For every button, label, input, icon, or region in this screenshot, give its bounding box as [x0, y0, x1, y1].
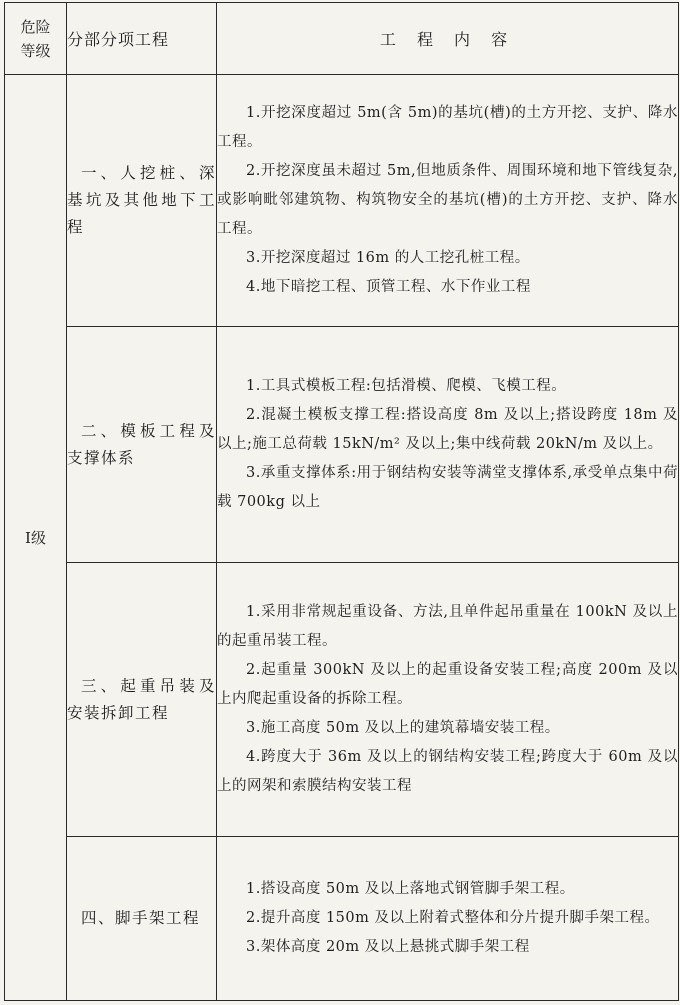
subproject-label: 四、脚手架工程 — [81, 909, 201, 927]
content-item: 2.混凝土模板支撑工程:搭设高度 8m 及以上;搭设跨度 18m 及以上;施工总荷载 15kN/m² 及以上;集中线荷载 20kN/m 及以上。 — [217, 407, 678, 452]
header-subproject: 分部分项工程 — [67, 3, 217, 75]
header-level-line2: 等级 — [20, 41, 51, 60]
subproject-label: 一、人挖桩、深基坑及其他地下工程 — [67, 164, 216, 236]
content-item: 2.提升高度 150m 及以上附着式整体和分片提升脚手架工程。 — [246, 910, 660, 926]
content-item: 4.跨度大于 36m 及以上的钢结构安装工程;跨度大于 60m 及以上的网架和索膜结构安装工程 — [217, 749, 678, 794]
subproject-label: 二、模板工程及支撑体系 — [67, 421, 216, 467]
subproject-cell — [67, 837, 217, 1001]
hazard-level-cell: Ⅰ级 — [5, 75, 67, 1001]
content-item: 1.工具式模板工程:包括滑模、爬模、飞模工程。 — [246, 378, 567, 394]
content-cell — [217, 837, 679, 1001]
content-item: 3.开挖深度超过 16m 的人工挖孔桩工程。 — [246, 250, 530, 266]
content-item: 2.起重量 300kN 及以上的起重设备安装工程;高度 200m 及以上内爬起重设备的拆除工程。 — [217, 662, 678, 707]
hazard-classification-table — [4, 2, 679, 1001]
subproject-label: 三、起重吊装及安装拆卸工程 — [67, 676, 216, 722]
header-content: 工 程 内 容 — [217, 3, 679, 75]
content-item: 4.地下暗挖工程、顶管工程、水下作业工程 — [246, 279, 531, 295]
table-row — [5, 563, 679, 837]
subproject-cell — [67, 327, 217, 563]
content-item: 2.开挖深度虽未超过 5m,但地质条件、周围环境和地下管线复杂,或影响毗邻建筑物、构筑物安全的基坑(槽)的土方开挖、支护、降水工程。 — [217, 163, 678, 237]
content-item: 1.采用非常规起重设备、方法,且单件起吊重量在 100kN 及以上的起重吊装工程。 — [217, 604, 678, 649]
header-hazard-level — [5, 3, 67, 75]
header-level-line1: 危险 — [20, 17, 51, 36]
content-cell — [217, 75, 679, 327]
content-item: 3.承重支撑体系:用于钢结构安装等满堂支撑体系,承受单点集中荷载 700kg 以上 — [217, 465, 678, 510]
table-row — [5, 75, 679, 327]
content-item: 1.开挖深度超过 5m(含 5m)的基坑(槽)的土方开挖、支护、降水工程。 — [217, 105, 678, 150]
table-row — [5, 327, 679, 563]
subproject-cell — [67, 563, 217, 837]
table-row — [5, 837, 679, 1001]
content-item: 3.施工高度 50m 及以上的建筑幕墙安装工程。 — [246, 720, 560, 736]
content-cell — [217, 563, 679, 837]
table-header-row — [5, 3, 679, 75]
content-cell — [217, 327, 679, 563]
content-item: 1.搭设高度 50m 及以上落地式钢管脚手架工程。 — [246, 881, 575, 897]
content-item: 3.架体高度 20m 及以上悬挑式脚手架工程 — [246, 939, 530, 955]
subproject-cell — [67, 75, 217, 327]
